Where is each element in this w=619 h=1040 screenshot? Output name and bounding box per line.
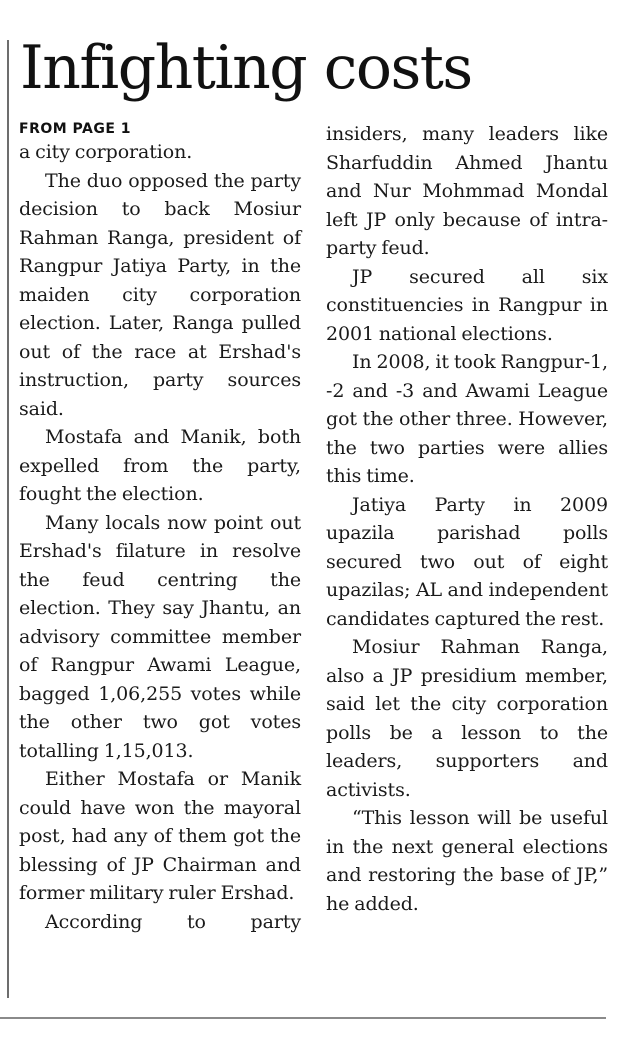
- right-column: [326, 120, 608, 918]
- paragraph: “This lesson will be useful in the next general elections and restoring the base of JP,” he added.: [326, 807, 608, 915]
- paragraph: Mosiur Rahman Ranga, also a JP presidium member, said let the city corporation polls be a lesson to the leaders, supporters and activists.: [326, 636, 608, 801]
- paragraph: Jatiya Party in 2009 upazila parishad polls secured two out of eight upazilas; AL and independent candidates captured the rest.: [326, 493, 608, 630]
- paragraph: a city corporation.: [19, 141, 193, 163]
- kicker-from-page: FROM PAGE 1: [19, 121, 132, 137]
- paragraph: According to party: [45, 910, 301, 933]
- paragraph: insiders, many leaders like Sharfuddin Ahmed Jhantu and Nur Mohmmad Mondal left JP only because of intra-party feud.: [326, 123, 608, 259]
- paragraph: Many locals now point out Ershad's filature in resolve the feud centring the election. They say Jhantu, an advisory committee member of Rangpur Awami League, bagged 1,06,255 votes while the other two got votes totalling 1,15,013.: [19, 511, 301, 762]
- paragraph: JP secured all six constituencies in Rangpur in 2001 national elections.: [326, 265, 608, 345]
- left-column-rule: [7, 40, 9, 998]
- bottom-rule: [0, 1017, 606, 1019]
- paragraph: In 2008, it took Rangpur-1, -2 and -3 and Awami League got the other three. However, the two parties were allies this time.: [326, 351, 608, 487]
- paragraph: The duo opposed the party decision to back Mosiur Rahman Ranga, president of Rangpur Jatiya Party, in the maiden city corporation election. Later, Ranga pulled out of the race at Ershad's instruction, party sources said.: [19, 169, 301, 420]
- paragraph: Either Mostafa or Manik could have won the mayoral post, had any of them got the blessing of JP Chairman and former military ruler Ershad.: [19, 768, 301, 904]
- headline: Infighting costs: [20, 33, 472, 103]
- left-column: [19, 120, 301, 936]
- paragraph: Mostafa and Manik, both expelled from the party, fought the election.: [19, 426, 301, 505]
